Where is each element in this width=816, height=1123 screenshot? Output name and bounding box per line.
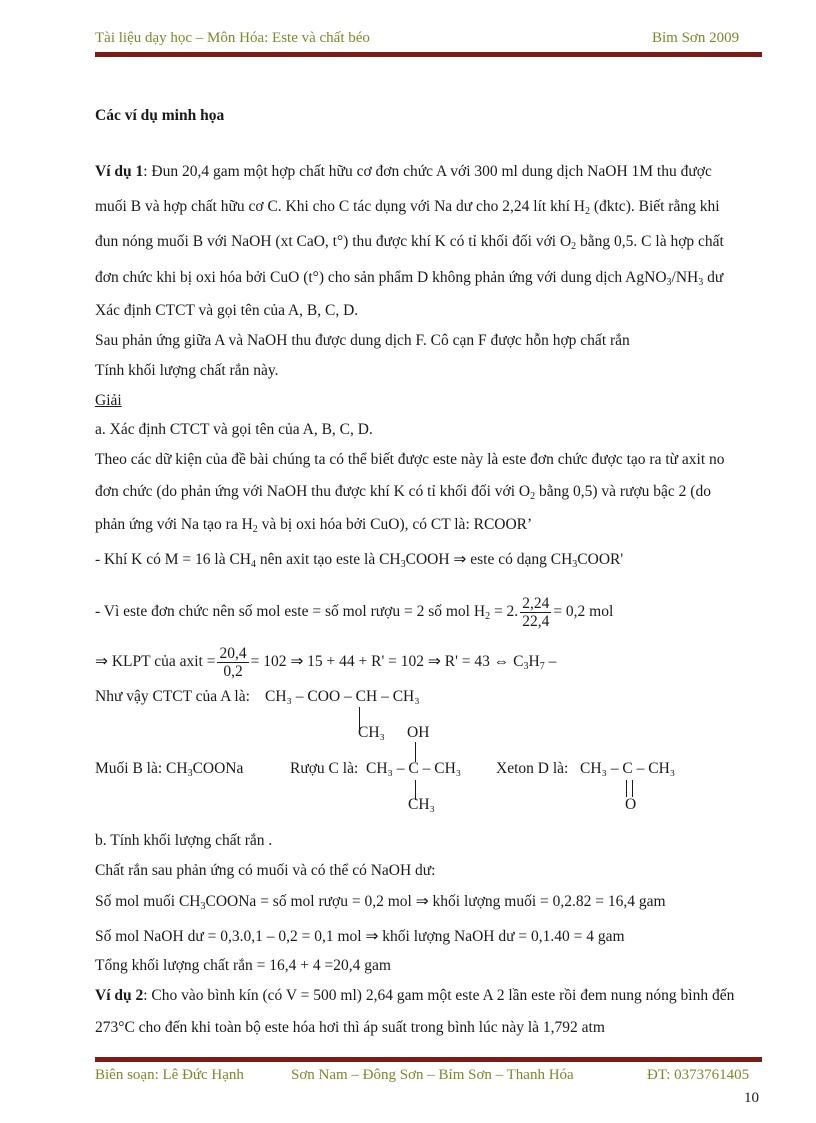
part-b-line-3: Số mol NaOH dư = 0,3.0,1 – 0,2 = 0,1 mol ⇒ khối lượng NaOH dư = 0,1.40 = 4 gam (95, 928, 625, 945)
sol-line-1: Theo các dữ kiện của đề bài chúng ta có thể biết được este này là este đơn chức được tạo ra từ axit no (95, 451, 725, 468)
footer-phone: ĐT: 0373761405 (647, 1067, 750, 1083)
part-b-line-2: Số mol muối $CH_3COONa$ = số mol rượu = 0,2 mol ⇒ khối lượng muối = 0,2.82 = 16,4 gam (95, 893, 666, 912)
footer-address: Sơn Nam – Đông Sơn – Bỉm Sơn – Thanh Hóa (291, 1067, 574, 1083)
sol-line-5: - Vì este đơn chức nên số mol este = số mol rượu = 2 số mol $H_2 = 2$. $\frac{2,24}{22,4}$ = 0,2 mol (95, 595, 614, 630)
structure-a-main: CH₃ – COO – CH – CH₃ (265, 688, 420, 705)
ex1-line-1: Ví dụ 1: Đun 20,4 gam một hợp chất hữu cơ đơn chức A với 300 ml dung dịch NaOH 1M thu được (95, 163, 712, 180)
sol-line-6: ⇒ KLPT của axit = $\frac{20,4}{0,2}$ = 102 ⇒ 15 + 44 + R' = 102 ⇒ R' = 43 ⇔ $C_3H_7$ – (95, 645, 557, 680)
sol-line-2: đơn chức (do phản ứng với NaOH thu được khí K có tỉ khối đối với $O_2$ bằng 0,5) và rượu bậc 2 (do (95, 483, 711, 502)
part-b-line-4: Tổng khối lượng chất rắn = 16,4 + 4 =20,4 gam (95, 957, 391, 974)
fraction-mol: $\frac{2,24}{22,4}$ (522, 595, 550, 630)
structure-d-double-bond (626, 780, 633, 797)
ex2-label: Ví dụ 2 (95, 987, 144, 1004)
header-right: Bỉm Sơn 2009 (652, 30, 740, 46)
structure-b: Muối B là: $CH_3COONa$ (95, 760, 244, 779)
solution-heading: Giải (95, 392, 122, 409)
section-title: Các ví dụ minh họa (95, 107, 225, 124)
page-number: 10 (744, 1090, 759, 1106)
ex1-line-7: Tính khối lượng chất rắn này. (95, 362, 279, 379)
structure-d-bottom: O (625, 796, 637, 813)
structure-c-bond-top (415, 742, 416, 762)
footer-author: Biên soạn: Lê Đức Hạnh (95, 1067, 244, 1083)
ex1-line-4: đơn chức khi bị oxi hóa bởi CuO (t°) cho sản phẩm D không phản ứng với dung dịch $AgNO_3/NH_3$ dư (95, 269, 724, 288)
sol-line-4: - Khí K có M = 16 là $CH_4$ nên axit tạo este là $CH_3COOH$ ⇒ este có dạng $CH_3COOR'$ (95, 551, 624, 570)
part-a-title: a. Xác định CTCT và gọi tên của A, B, C, D. (95, 421, 373, 438)
part-b-line-1: Chất rắn sau phản ứng có muối và có thể có NaOH dư: (95, 862, 436, 879)
sol-line-3: phản ứng với Na tạo ra $H_2$ và bị oxi hóa bởi CuO), có CT là: RCOOR’ (95, 516, 533, 535)
part-b-title: b. Tính khối lượng chất rắn . (95, 832, 273, 849)
ex1-line-2: muối B và hợp chất hữu cơ C. Khi cho C tác dụng với Na dư cho 2,24 lít khí $H_2$ (đktc). Biết rằng khi (95, 198, 720, 217)
ex1-line-5: Xác định CTCT và gọi tên của A, B, C, D. (95, 302, 359, 319)
ex1-line-3: đun nóng muối B với NaOH (xt CaO, t°) thu được khí K có tỉ khối đối với $O_2$ bằng 0,5. C là hợp chất (95, 233, 724, 252)
header-rule (95, 52, 762, 57)
structure-c-label: Rượu C là: (290, 760, 359, 777)
ex1-line-6: Sau phản ứng giữa A và NaOH thu được dung dịch F. Cô cạn F được hỗn hợp chất rắn (95, 332, 630, 349)
structure-c-top: OH (407, 724, 430, 741)
structure-a-branch: CH₃ (358, 724, 385, 741)
ex1-label: Ví dụ 1 (95, 163, 144, 180)
structure-d-label: Xeton D là: (496, 760, 569, 777)
fraction-mass: $\frac{20,4}{0,2}$ (219, 645, 247, 680)
structure-a-label: Như vậy CTCT của A là: (95, 688, 250, 705)
footer-rule (95, 1057, 762, 1062)
ex2-line-2: 273°C cho đến khi toàn bộ este hóa hơi thì áp suất trong bình lúc này là 1,792 atm (95, 1019, 605, 1036)
ex2-line-1: Ví dụ 2: Cho vào bình kín (có V = 500 ml) 2,64 gam một este A 2 lần este rồi đem nung nóng bình đến (95, 987, 735, 1004)
header-left: Tài liệu dạy học – Môn Hóa: Este và chất béo (95, 30, 370, 46)
structure-d-main: CH₃ – C – CH₃ (580, 760, 676, 777)
structure-c-main: CH₃ – C – CH₃ (366, 760, 462, 777)
structure-c-bottom: CH₃ (408, 796, 435, 813)
